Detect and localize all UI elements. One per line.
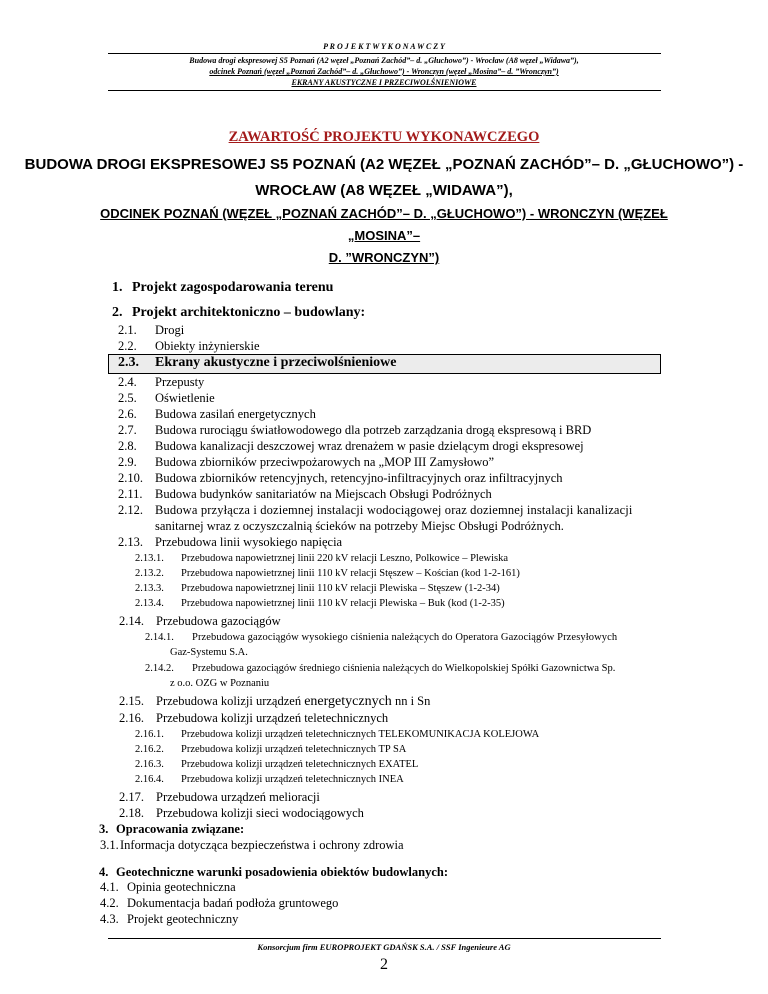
toc-item-2-11: 2.11. Budowa budynków sanitariatów na Miejscach Obsługi Podróżnych — [118, 487, 492, 501]
toc-item-2-16: 2.16. Przebudowa kolizji urządzeń teletechnicznych — [119, 711, 389, 725]
toc-item-2-8: 2.8. Budowa kanalizacji deszczowej wraz drenażem w pasie dzielącym drogi ekspresowej — [118, 439, 584, 453]
toc-section-2: 2. Projekt architektoniczno – budowlany: — [112, 305, 366, 320]
section-title — [70, 203, 698, 269]
header-line3: EKRANY AKUSTYCZNE I PRZECIWOLŚNIENIOWE — [291, 78, 477, 87]
toc-item-2-9: 2.9. Budowa zbiorników przeciwpożarowych na „MOP III Zamysłowo” — [118, 455, 495, 469]
toc-section-1: 1. Projekt zagospodarowania terenu — [112, 280, 334, 295]
toc-section-4: 4. Geotechniczne warunki posadowienia obiektów budowlanych: — [99, 865, 448, 879]
project-title-line1: BUDOWA DROGI EKSPRESOWEJ S5 POZNAŃ (A2 WĘZEŁ „POZNAŃ ZACHÓD”– D. „GŁUCHOWO”) - — [24, 156, 744, 173]
toc-item-2-7: 2.7. Budowa rurociągu światłowodowego dla potrzeb zarządzania drogą ekspresową i BRD — [118, 423, 592, 437]
toc-item-2-13-3: 2.13.3. Przebudowa napowietrznej linii 110 kV relacji Plewiska – Stęszew (1-2-34) — [135, 583, 500, 594]
toc-item-2-17: 2.17. Przebudowa urządzeń melioracji — [119, 790, 320, 804]
toc-item-2-6: 2.6. Budowa zasilań energetycznych — [118, 407, 316, 421]
toc-section-3: 3. Opracowania związane: — [99, 822, 245, 836]
toc-item-2-5: 2.5. Oświetlenie — [118, 391, 215, 405]
toc-item-2-4: 2.4. Przepusty — [118, 375, 205, 389]
toc-item-2-13-2: 2.13.2. Przebudowa napowietrznej linii 110 kV relacji Stęszew – Kościan (kod 1-2-161) — [135, 568, 520, 579]
footer-rule — [108, 938, 661, 939]
header-rule-bottom — [108, 90, 661, 91]
toc-item-2-14-1-cont: Gaz-Systemu S.A. — [170, 647, 248, 658]
section-title-line1: ODCINEK POZNAŃ (WĘZEŁ „POZNAŃ ZACHÓD”– D. „GŁUCHOWO”) - WRONCZYN (WĘZEŁ „MOSINA”– — [100, 206, 668, 243]
toc-item-2-13-4: 2.13.4. Przebudowa napowietrznej linii 110 kV relacji Plewiska – Buk (kod (1-2-35) — [135, 598, 505, 609]
toc-item-2-14-2: 2.14.2. Przebudowa gazociągów średniego ciśnienia należących do Wielkopolskiej Spółki Gazownictwa Sp. — [145, 663, 616, 674]
toc-item-2-16-1: 2.16.1. Przebudowa kolizji urządzeń teletechnicznych TELEKOMUNIKACJA KOLEJOWA — [135, 729, 540, 740]
toc-item-2-18: 2.18. Przebudowa kolizji sieci wodociągowych — [119, 806, 364, 820]
project-title — [0, 152, 768, 204]
toc-item-2-2: 2.2. Obiekty inżynierskie — [118, 339, 260, 353]
page-number: 2 — [380, 956, 388, 973]
toc-item-2-3-current: 2.3. Ekrany akustyczne i przeciwolśnieniowe — [118, 355, 397, 370]
toc-item-4-3: 4.3. Projekt geotechniczny — [100, 912, 239, 926]
toc-item-2-16-2: 2.16.2. Przebudowa kolizji urządzeń teletechnicznych TP SA — [135, 744, 407, 755]
project-title-line2: WROCŁAW (A8 WĘZEŁ „WIDAWA”), — [255, 182, 513, 199]
header-line2: odcinek Poznań (węzeł „Poznań Zachód”– d. „Głuchowo”) - Wronczyn (węzeł „Mosina”– d. ”Wronczyn”) — [209, 67, 559, 76]
toc-item-2-12: 2.12. Budowa przyłącza i doziemnej instalacji wodociągowej oraz doziemnej instalacji kanalizacji — [118, 503, 633, 517]
toc-item-4-1: 4.1. Opinia geotechniczna — [100, 880, 236, 894]
toc-item-2-16-4: 2.16.4. Przebudowa kolizji urządzeń teletechnicznych INEA — [135, 774, 404, 785]
section-title-line2: D. ”WRONCZYN”) — [328, 250, 440, 265]
toc-item-2-15: 2.15. Przebudowa kolizji urządzeń energetycznych nn i Sn — [119, 694, 431, 709]
header-rule-top — [108, 53, 661, 54]
toc-item-2-10: 2.10. Budowa zbiorników retencyjnych, retencyjno-infiltracyjnych oraz infiltracyjnych — [118, 471, 563, 485]
header-line1: Budowa drogi ekspresowej S5 Poznań (A2 węzeł „Poznań Zachód”– d. „Głuchowo”) - Wrocław (A8 węzeł „Widawa”), — [189, 56, 579, 65]
toc-item-2-14: 2.14. Przebudowa gazociągów — [119, 614, 281, 628]
toc-item-2-14-1: 2.14.1. Przebudowa gazociągów wysokiego ciśnienia należących do Operatora Gazociągów Przesyłowych — [145, 632, 618, 643]
footer-company: Konsorcjum firm EUROPROJEKT GDAŃSK S.A. / SSF Ingenieure AG — [257, 942, 511, 952]
toc-item-2-12-cont: sanitarnej wraz z oczyszczalnią ścieków na potrzeby Miejsc Obsługi Podróżnych. — [155, 519, 564, 533]
toc-item-2-1: 2.1. Drogi — [118, 323, 185, 337]
toc-item-3-1: 3.1.Informacja dotycząca bezpieczeństwa i ochrony zdrowia — [100, 838, 404, 852]
header-project-label: P R O J E K T W Y K O N A W C Z Y — [323, 42, 445, 51]
toc-item-2-13: 2.13. Przebudowa linii wysokiego napięcia — [118, 535, 343, 549]
toc-item-2-13-1: 2.13.1. Przebudowa napowietrznej linii 220 kV relacji Leszno, Polkowice – Plewiska — [135, 553, 508, 564]
document-title: ZAWARTOŚĆ PROJEKTU WYKONAWCZEGO — [228, 129, 540, 145]
toc-item-2-14-2-cont: z o.o. OZG w Poznaniu — [170, 678, 270, 689]
toc-item-4-2: 4.2. Dokumentacja badań podłoża gruntowego — [100, 896, 339, 910]
toc-item-2-16-3: 2.16.3. Przebudowa kolizji urządzeń teletechnicznych EXATEL — [135, 759, 419, 770]
